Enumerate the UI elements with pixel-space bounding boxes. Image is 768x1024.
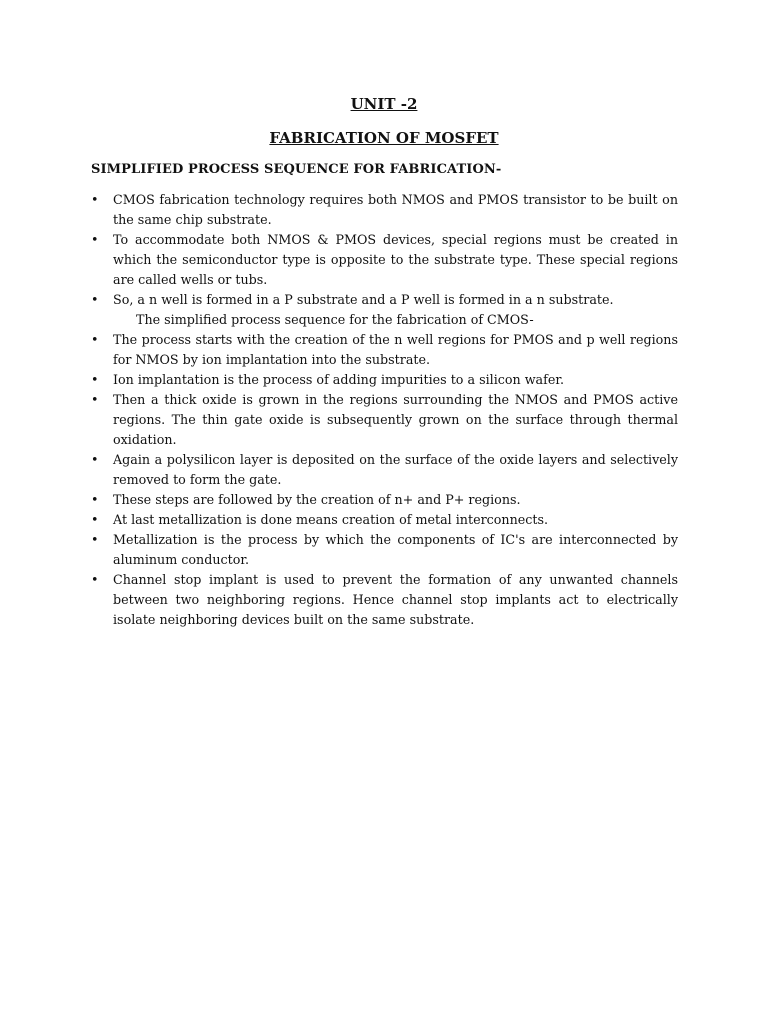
list-item-text: Ion implantation is the process of adding impurities to a silicon wafer. [113, 372, 565, 387]
bullet-marker: • [91, 512, 99, 527]
unit-title: UNIT -2 [350, 95, 418, 113]
bullet-list [91, 190, 678, 310]
list-item [91, 390, 678, 450]
bullet-list-continued [91, 330, 678, 630]
list-item [91, 450, 678, 490]
list-item-text: CMOS fabrication technology requires both NMOS and PMOS transistor to be built on the same chip substrate. [113, 192, 678, 227]
list-item [91, 510, 678, 530]
document-content [91, 190, 678, 630]
list-item-text: Channel stop implant is used to prevent the formation of any unwanted channels between two neighboring regions. Hence channel stop implants act to electrically isolate neighboring devices built on the same substrate. [113, 572, 678, 627]
list-item-text: The process starts with the creation of the n well regions for PMOS and p well regions for NMOS by ion implantation into the substrate. [113, 332, 678, 367]
bullet-marker: • [91, 452, 99, 467]
document-heading: FABRICATION OF MOSFET [269, 129, 499, 147]
list-item [91, 570, 678, 630]
list-item-text: So, a n well is formed in a P substrate and a P well is formed in a n substrate. [113, 292, 614, 307]
list-item-text: At last metallization is done means creation of metal interconnects. [113, 512, 548, 527]
indented-note: The simplified process sequence for the fabrication of CMOS- [136, 312, 534, 327]
list-item [91, 490, 678, 510]
list-item-text: These steps are followed by the creation of n+ and P+ regions. [113, 492, 521, 507]
list-item-text: Again a polysilicon layer is deposited on the surface of the oxide layers and selectively removed to form the gate. [113, 452, 678, 487]
bullet-marker: • [91, 532, 99, 547]
list-item [91, 290, 678, 310]
bullet-marker: • [91, 192, 99, 207]
list-item [91, 190, 678, 230]
bullet-marker: • [91, 572, 99, 587]
bullet-marker: • [91, 492, 99, 507]
bullet-marker: • [91, 372, 99, 387]
list-item [91, 330, 678, 370]
list-item [91, 370, 678, 390]
list-item [91, 530, 678, 570]
list-item-text: Metallization is the process by which the components of IC's are interconnected by aluminum conductor. [113, 532, 678, 567]
bullet-marker: • [91, 292, 99, 307]
bullet-marker: • [91, 332, 99, 347]
section-heading: SIMPLIFIED PROCESS SEQUENCE FOR FABRICATION- [91, 162, 502, 177]
list-item-text: Then a thick oxide is grown in the regions surrounding the NMOS and PMOS active regions. The thin gate oxide is subsequently grown on the surface through thermal oxidation. [113, 392, 678, 447]
list-item-text: To accommodate both NMOS & PMOS devices, special regions must be created in which the semiconductor type is opposite to the substrate type. These special regions are called wells or tubs. [113, 232, 678, 287]
bullet-marker: • [91, 232, 99, 247]
list-item [91, 230, 678, 290]
bullet-marker: • [91, 392, 99, 407]
